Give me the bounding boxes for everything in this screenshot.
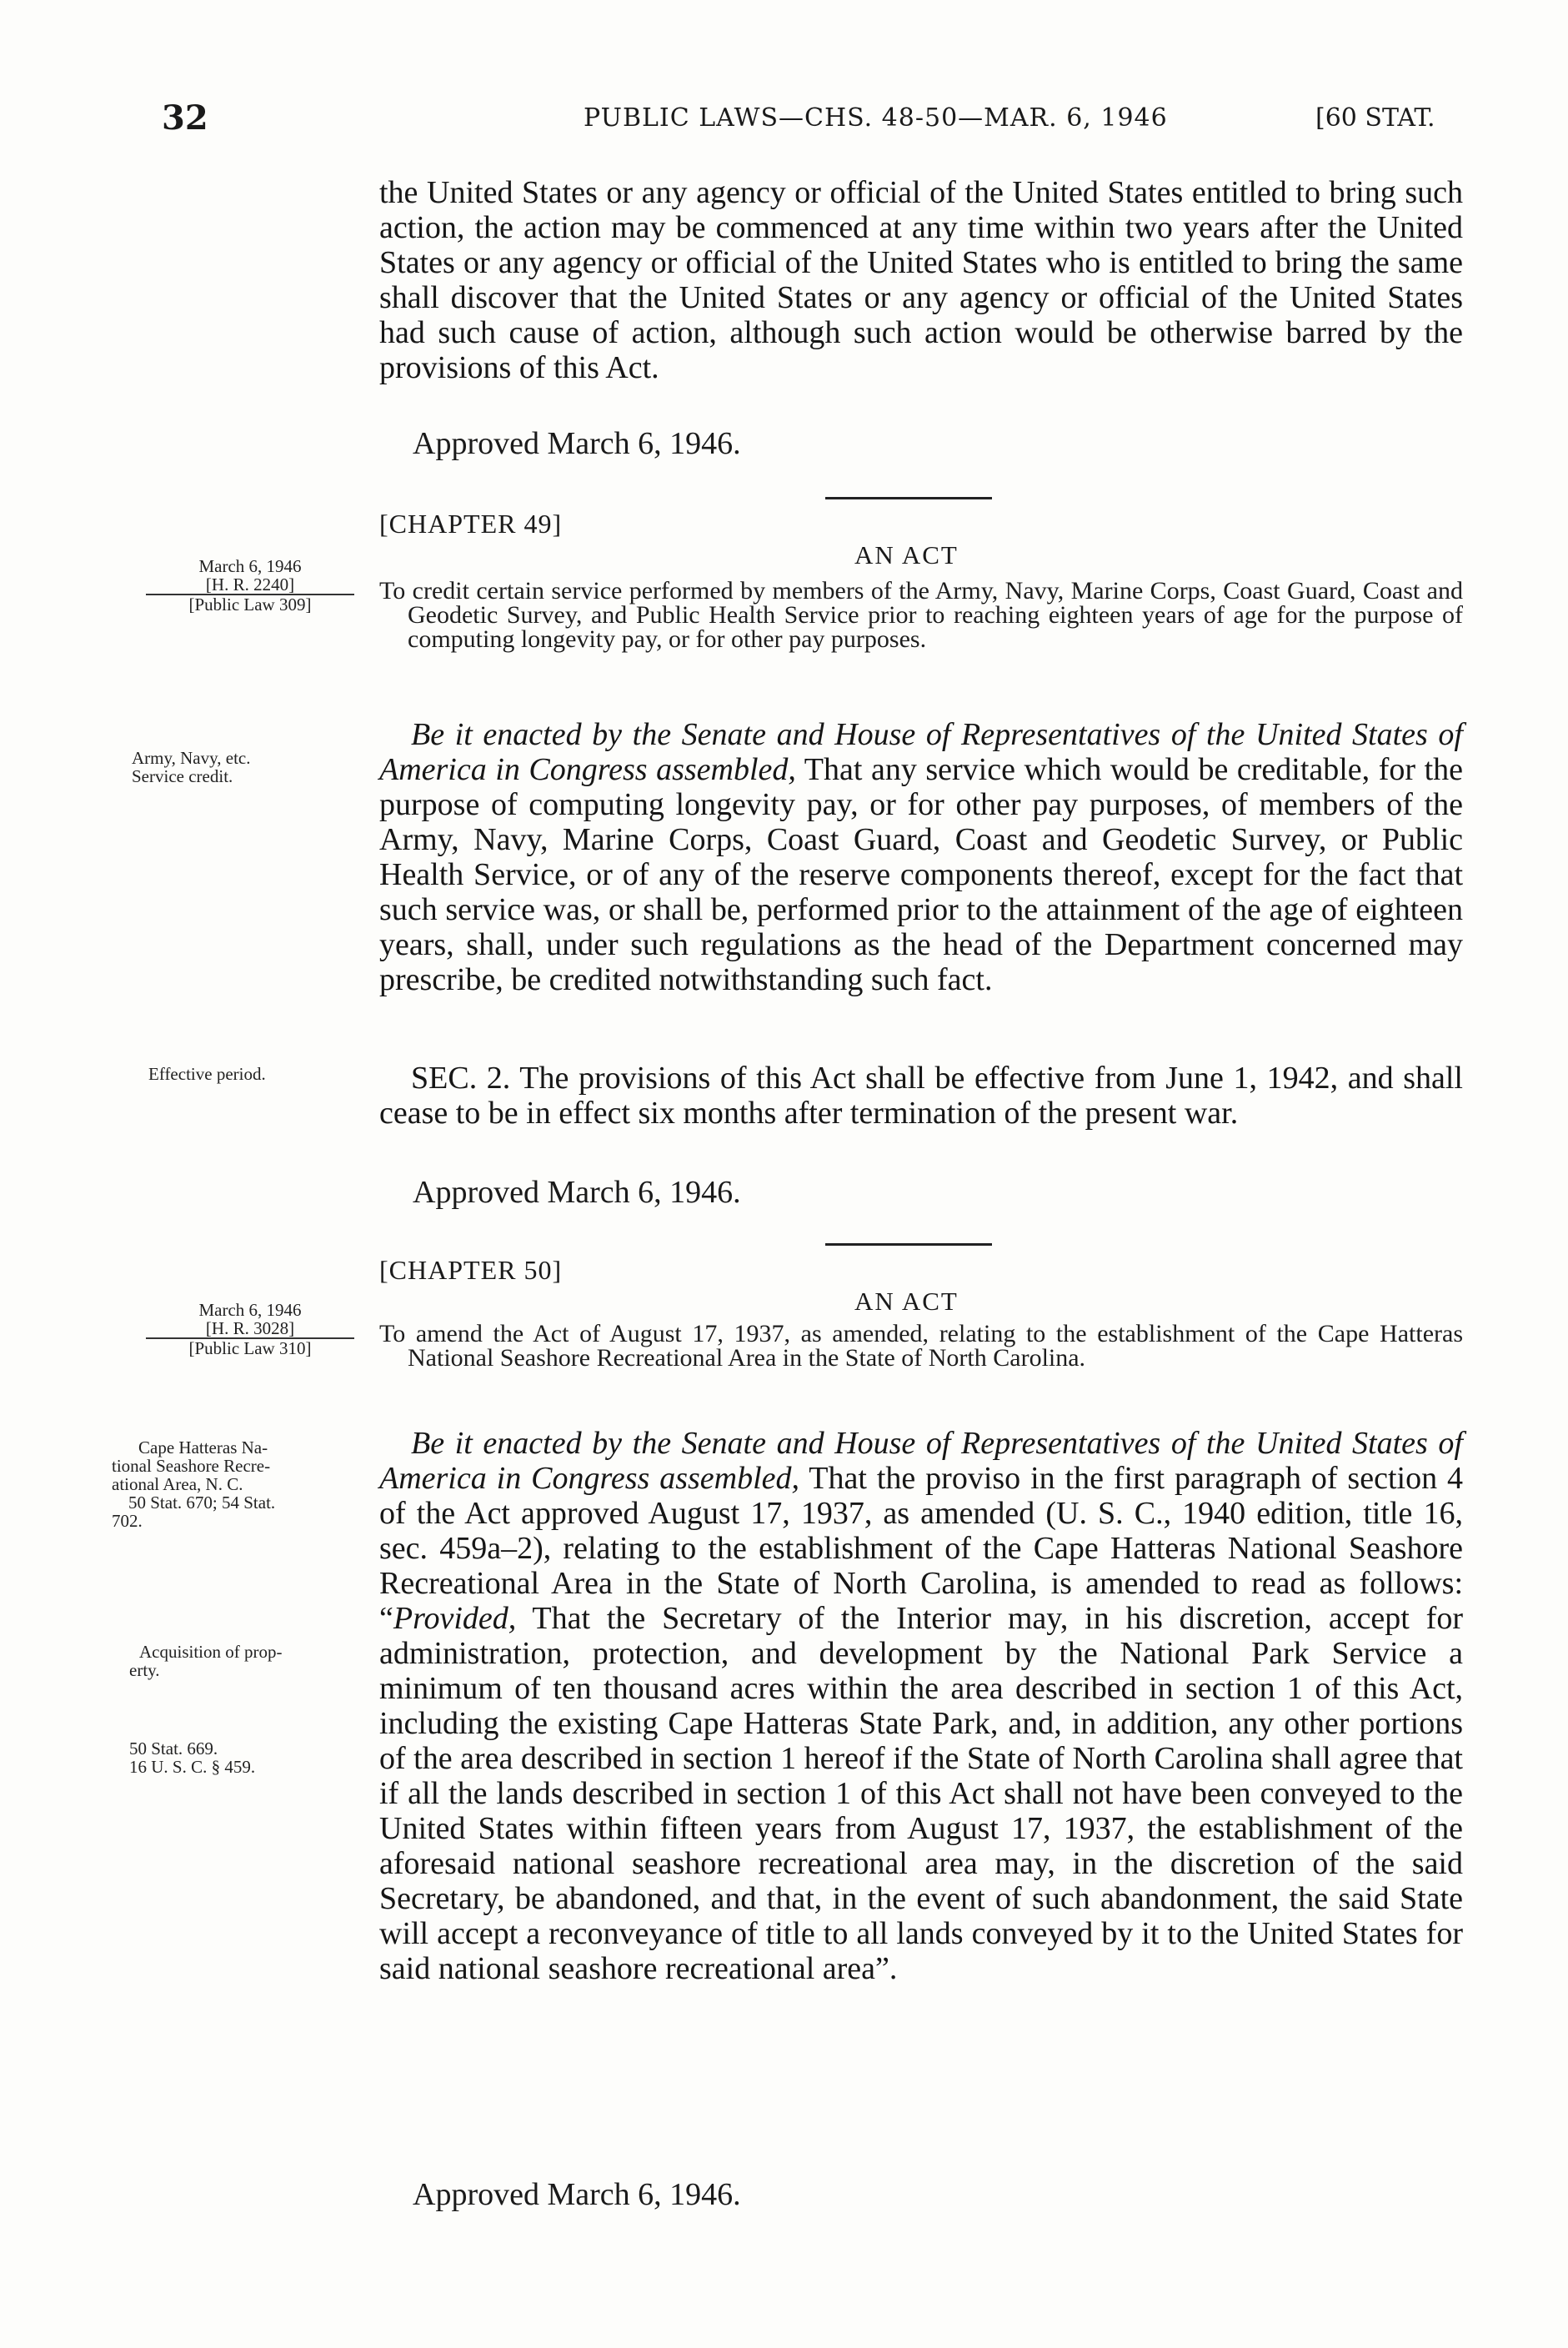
chapter-50-margin-statute [129,1739,363,1776]
chapter-50-date: March 6, 1946 [198,1300,302,1320]
chapter-49-purpose-text: To credit certain service performed by members of the Army, Navy, Marine Corps, Coast Guard, Coast and Geodetic Survey, and Public Health Service prior to reaching eighteen years of age for the purpose of computing longevity pay, or for other pay purposes. [379,577,1463,653]
continuation-paragraph: the United States or any agency or official of the United States entitled to bring such action, the action may be commenced at any time within two years after the United States or any agency or official of the United States who is entitled to bring the same shall discover that the United States or any agency or official of the United States had such cause of action, although such action would be otherwise barred by the provisions of this Act. [379,175,1463,385]
chapter-50-proviso-quote: “ [379,1601,393,1636]
page-number: 32 [162,98,208,138]
chapter-50-purpose [379,1322,1463,1370]
chapter-49-section-2-text: The provisions of this Act shall be effective from June 1, 1942, and shall cease to be in effect six months after termination of the present war. [379,1061,1463,1131]
chapter-49-purpose [379,579,1463,651]
margin-cape-hatteras-3: ational Area, N. C. [112,1474,243,1494]
chapter-50-label: [CHAPTER 50] [379,1255,563,1285]
margin-army-navy: Army, Navy, etc. [132,748,251,768]
chapter-50-approved: Approved March 6, 1946. [413,2177,741,2212]
chapter-49-label: [CHAPTER 49] [379,509,563,539]
margin-acquisition-2: erty. [129,1660,160,1680]
chapter-49-public-law: [Public Law 309] [188,595,312,615]
chapter-49-act-heading: AN ACT [854,540,959,569]
margin-cape-hatteras-2: tional Seashore Recre- [112,1456,271,1476]
running-head: PUBLIC LAWS—CHS. 48-50—MAR. 6, 1946 [584,103,1168,133]
chapter-50-section-text-b: That the Secretary of the Interior may, in his discretion, accept for administration, protection, and development by the National Park Service a minimum of ten thousand acres within the area described in section 1 of this Act, including the existing Cape Hatteras State Park, and, in addition, any other portions of the area described in section 1 hereof if the State of North Carolina shall agree that if all the lands described in section 1 of this Act shall not have been conveyed to the United States within fifteen years from August 17, 1937, the establishment of the aforesaid national seashore recreational area may, in the discretion of the said Secretary, be abandoned, and that, in the event of such abandonment, the said State will accept a reconveyance of title to all lands conveyed by it to the United States for said national seashore recreational area”. [379,1601,1463,1986]
chapter-49-bill-number: [H. R. 2240] [146,575,354,595]
continuation-text-block [379,175,1463,385]
chapter-49-section-2-label: SEC. 2. [411,1061,511,1096]
chapter-50-public-law: [Public Law 310] [188,1338,312,1358]
chapter-49-date: March 6, 1946 [198,556,302,576]
margin-stat-670: 50 Stat. 670; 54 Stat. [128,1493,276,1513]
chapter-50-bill-number: [H. R. 3028] [146,1319,354,1339]
chapter-49-section-1-text: That any service which would be creditable, for the purpose of computing longevity pay, or for other pay purposes, of members of the Army, Navy, Marine Corps, Coast Guard, Coast and Geodetic Survey, or Public Health Service, or of any of the reserve components thereof, except for the fact that such service was, or shall be, performed prior to the attainment of the age of eighteen years, shall, under such regulations as the head of the Department concerned may prescribe, be credited notwithstanding such fact. [379,752,1463,997]
margin-cape-hatteras-1: Cape Hatteras Na- [138,1437,268,1457]
chapter-50-section-1-paragraph [379,1426,1463,1986]
chapter-50-act-heading: AN ACT [854,1287,959,1316]
chapter-49-section-1-paragraph [379,717,1463,997]
chapter-50-enacting-clause: Be it enacted by the Senate and House of Representatives of the United States of America in Congress assembled, [379,1426,1463,1496]
margin-effective-period: Effective period. [148,1064,266,1084]
chapter-49-section-2 [379,1061,1463,1131]
margin-stat-669: 50 Stat. 669. [129,1738,218,1758]
statute-reference: [60 STAT. [1315,103,1435,133]
chapter-49-section-2-paragraph [379,1061,1463,1131]
chapter-50-section-text-a: That the proviso in the first paragraph of section 4 of the Act approved August 17, 1937, as amended (U. S. C., 1940 edition, title 16, sec. 459a–2), relating to the establishment of the Cape Hatteras National Seashore Recreational Area in the State of North Carolina, is amended to read as follows: [379,1461,1463,1601]
chapter-50-margin-cape-hatteras [112,1438,362,1530]
chapter-49-approved: Approved March 6, 1946. [413,1175,741,1210]
chapter-50-rule [825,1243,992,1246]
continuation-approved: Approved March 6, 1946. [413,426,741,461]
margin-stat-702: 702. [112,1511,143,1531]
chapter-49-margin-effective [148,1065,266,1083]
chapter-50-margin-acquisition [129,1643,363,1679]
chapter-49-margin-citation [146,557,354,614]
chapter-50-section-1 [379,1426,1463,1986]
margin-service-credit: Service credit. [132,766,233,786]
margin-acquisition-1: Acquisition of prop- [139,1642,283,1662]
chapter-50-proviso-word: Provided, [393,1601,517,1636]
chapter-49-enacting-clause: Be it enacted by the Senate and House of Representatives of the United States of America in Congress assembled, [379,717,1463,787]
chapter-50-margin-citation [146,1301,354,1357]
chapter-49-rule [825,497,992,499]
chapter-49-section-1 [379,717,1463,997]
chapter-49-margin-service-credit [132,749,357,785]
chapter-50-purpose-text: To amend the Act of August 17, 1937, as amended, relating to the establishment of the Cape Hatteras National Seashore Recreational Area in the State of North Carolina. [379,1320,1463,1372]
margin-usc-459: 16 U. S. C. § 459. [129,1757,256,1777]
page-header [0,98,1568,140]
